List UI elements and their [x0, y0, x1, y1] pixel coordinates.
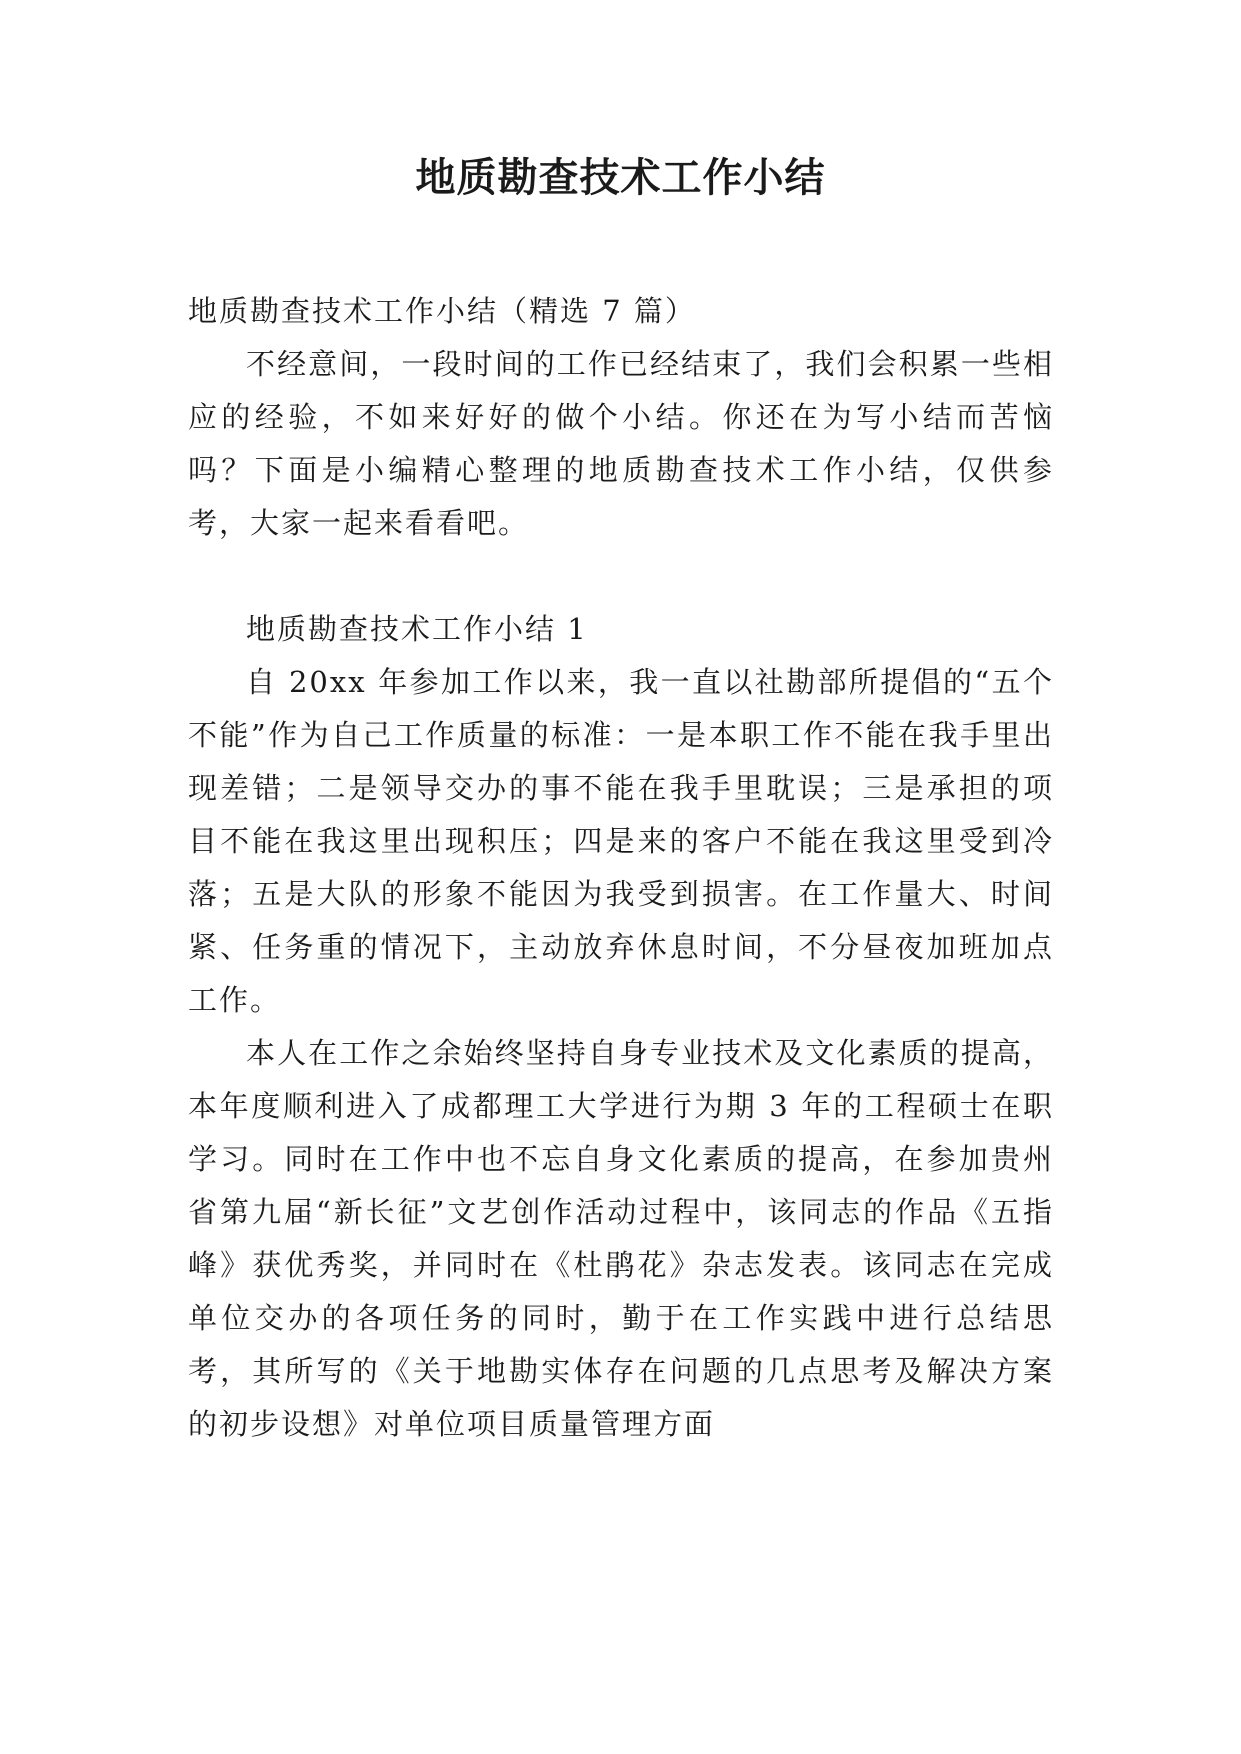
section-heading: 地质勘查技术工作小结 1 — [246, 612, 588, 646]
document-body — [188, 285, 1054, 1451]
document-title: 地质勘查技术工作小结 — [415, 154, 826, 201]
intro-paragraph: 不经意间，一段时间的工作已经结束了，我们会积累一些相应的经验，不如来好好的做个小结。你还在为写小结而苦恼吗？下面是小编精心整理的地质勘查技术工作小结，仅供参考，大家一起来看看吧。 — [188, 347, 1054, 540]
body-paragraph-2: 本人在工作之余始终坚持自身专业技术及文化素质的提高，本年度顺利进入了成都理工大学进行为期 3 年的工程硕士在职学习。同时在工作中也不忘自身文化素质的提高，在参加贵州省第九届“新长征”文艺创作活动过程中，该同志的作品《五指峰》获优秀奖，并同时在《杜鹃花》杂志发表。该同志在完成单位交办的各项任务的同时，勤于在工作实践中进行总结思考，其所写的《关于地勘实体存在问题的几点思考及解决方案的初步设想》对单位项目质量管理方面 — [188, 1036, 1054, 1441]
body-paragraph-1: 自 20xx 年参加工作以来，我一直以社勘部所提倡的“五个不能”作为自己工作质量的标准：一是本职工作不能在我手里出现差错；二是领导交办的事不能在我手里耽误；三是承担的项目不能在我这里出现积压；四是来的客户不能在我这里受到冷落；五是大队的形象不能因为我受到损害。在工作量大、时间紧、任务重的情况下，主动放弃休息时间，不分昼夜加班加点工作。 — [188, 665, 1054, 1017]
document-subtitle: 地质勘查技术工作小结（精选 7 篇） — [188, 294, 696, 328]
